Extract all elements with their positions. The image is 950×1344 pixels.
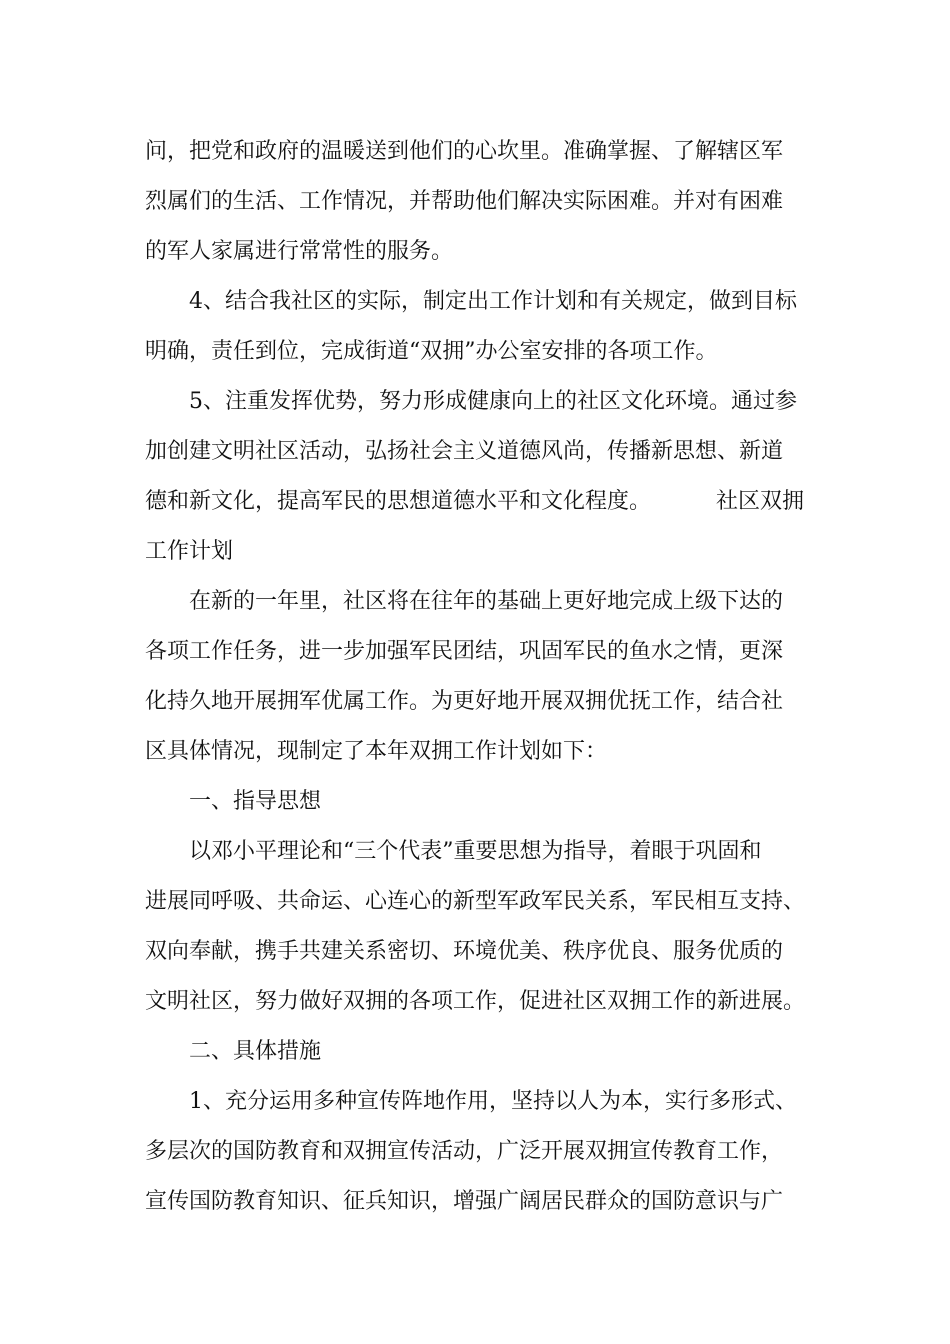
text-line <box>0 385 950 419</box>
text-line-content: 区具体情况，现制定了本年双拥工作计划如下： <box>145 739 608 764</box>
section-heading-text: 二、具体措施 <box>189 1039 322 1064</box>
text-line-content: 的军人家属进行常常性的服务。 <box>145 239 454 264</box>
text-line <box>0 1085 950 1119</box>
text-line <box>0 285 950 319</box>
text-line-content: 明确，责任到位，完成街道“双拥”办公室安排的各项工作。 <box>145 339 718 364</box>
text-line-content: 在新的一年里，社区将在往年的基础上更好地完成上级下达的 <box>189 589 784 614</box>
text-line <box>0 435 950 469</box>
text-line <box>0 485 950 519</box>
text-line-content: 进展同呼吸、共命运、心连心的新型军政军民关系，军民相互支持、 <box>145 889 806 914</box>
text-line-content: 文明社区，努力做好双拥的各项工作，促进社区双拥工作的新进展。 <box>145 989 806 1014</box>
section-heading-text: 一、指导思想 <box>189 789 322 814</box>
text-line <box>0 535 950 569</box>
text-line-content: 以邓小平理论和“三个代表”重要思想为指导，着眼于巩固和 <box>189 839 762 864</box>
text-line-content: 1、充分运用多种宣传阵地作用，坚持以人为本，实行多形式、 <box>189 1089 797 1114</box>
text-line-content: 德和新文化，提高军民的思想道德水平和文化程度。 <box>145 489 652 514</box>
text-line <box>0 835 950 869</box>
text-line-content: 双向奉献，携手共建关系密切、环境优美、秩序优良、服务优质的 <box>145 939 784 964</box>
embedded-heading-end: 工作计划 <box>145 539 234 564</box>
text-line <box>0 1135 950 1169</box>
text-line <box>0 335 950 369</box>
text-line-content: 宣传国防教育知识、征兵知识，增强广阔居民群众的国防意识与广 <box>145 1189 784 1214</box>
text-line <box>0 735 950 769</box>
text-line <box>0 135 950 169</box>
text-line <box>0 685 950 719</box>
embedded-heading-start: 社区双拥 <box>716 489 805 514</box>
text-line-content: 多层次的国防教育和双拥宣传活动，广泛开展双拥宣传教育工作， <box>145 1139 784 1164</box>
text-line-content: 烈属们的生活、工作情况，并帮助他们解决实际困难。并对有困难 <box>145 189 784 214</box>
text-line <box>0 585 950 619</box>
text-line <box>0 185 950 219</box>
text-line-content: 各项工作任务，进一步加强军民团结，巩固军民的鱼水之情，更深 <box>145 639 784 664</box>
text-line-content: 4、结合我社区的实际，制定出工作计划和有关规定，做到目标 <box>189 289 797 314</box>
text-line <box>0 885 950 919</box>
text-line <box>0 1185 950 1219</box>
section-heading <box>0 785 950 819</box>
text-line <box>0 985 950 1019</box>
text-line-content: 5、注重发挥优势，努力形成健康向上的社区文化环境。通过参 <box>189 389 797 414</box>
text-line <box>0 935 950 969</box>
text-line-content: 化持久地开展拥军优属工作。为更好地开展双拥优抚工作，结合社 <box>145 689 784 714</box>
text-line-content: 问，把党和政府的温暖送到他们的心坎里。准确掌握、了解辖区军 <box>145 139 784 164</box>
text-line <box>0 635 950 669</box>
text-line <box>0 235 950 269</box>
section-heading <box>0 1035 950 1069</box>
text-line-content: 加创建文明社区活动，弘扬社会主义道德风尚，传播新思想、新道 <box>145 439 784 464</box>
